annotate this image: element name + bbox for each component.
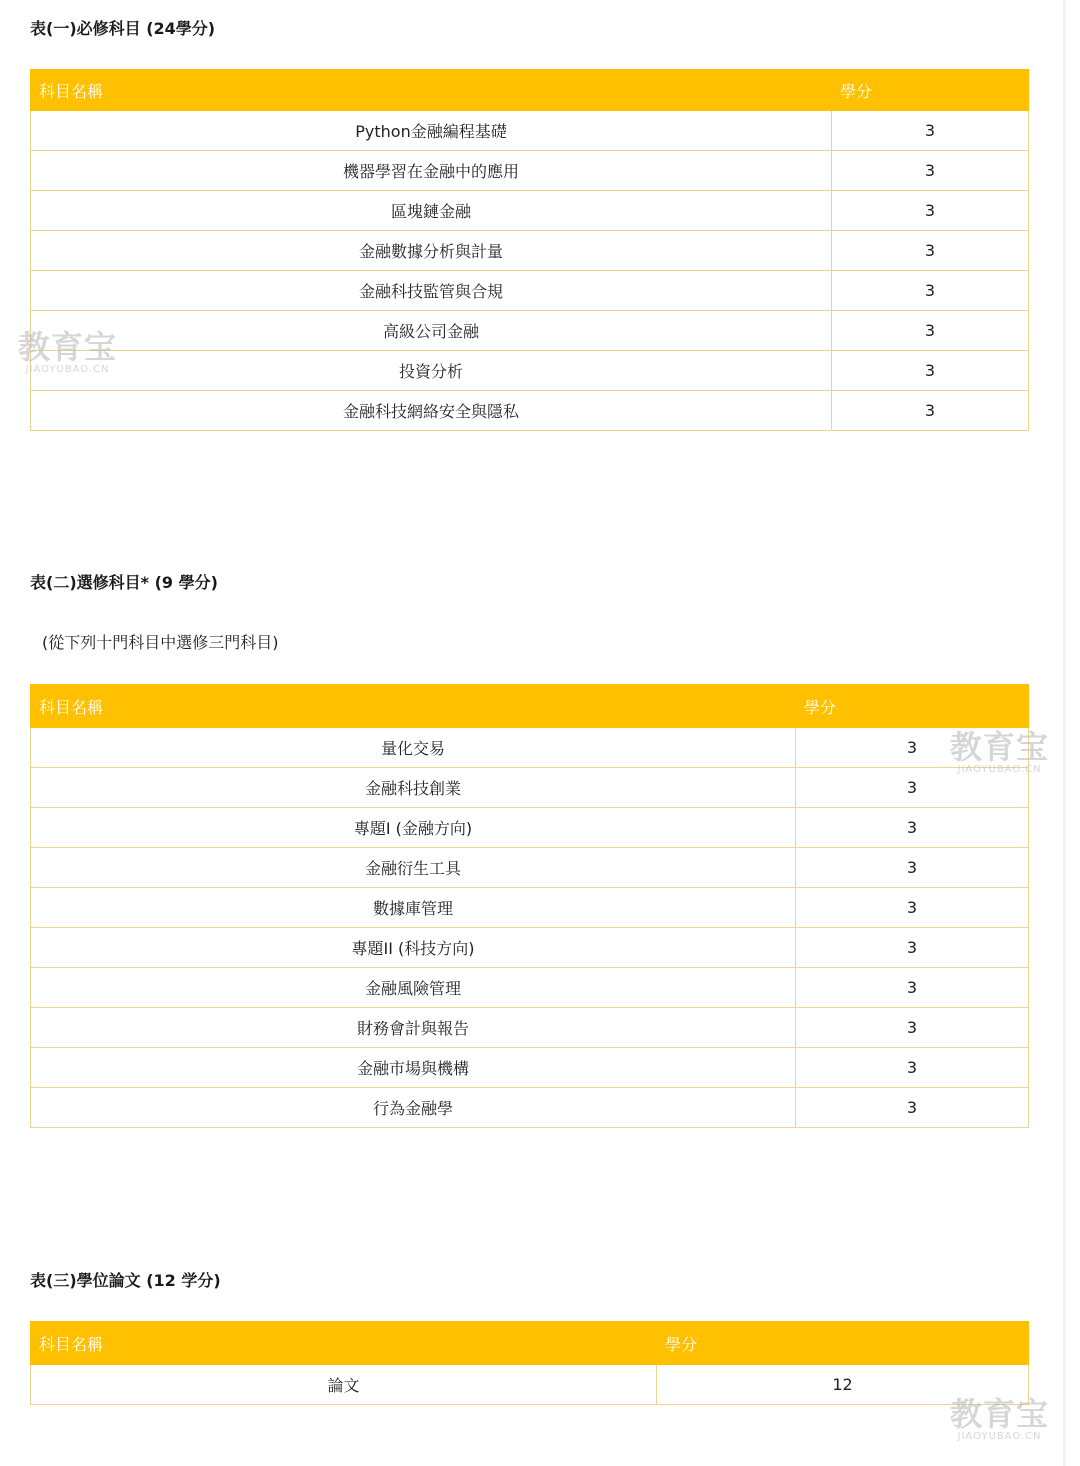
watermark-logo-text: 教育宝: [950, 728, 1050, 766]
table-row: [31, 231, 1029, 271]
credit-cell: 3: [832, 151, 1029, 191]
page-right-edge: [1063, 0, 1066, 1466]
table-row: [31, 271, 1029, 311]
course-name-cell: 投資分析: [31, 351, 832, 391]
course-name-cell: 財務會計與報告: [31, 1008, 796, 1048]
course-name-cell: 金融風險管理: [31, 968, 796, 1008]
table-row: [31, 848, 1029, 888]
credit-cell: 3: [796, 888, 1029, 928]
header-credit: 學分: [832, 70, 1029, 111]
credit-cell: 3: [832, 231, 1029, 271]
table-row: [31, 888, 1029, 928]
credit-cell: 3: [832, 311, 1029, 351]
course-name-cell: 專題II (科技方向): [31, 928, 796, 968]
credit-cell: 3: [796, 808, 1029, 848]
table-row: [31, 728, 1029, 768]
table-row: [31, 191, 1029, 231]
course-name-cell: Python金融編程基礎: [31, 111, 832, 151]
course-name-cell: 金融科技網絡安全與隱私: [31, 391, 832, 431]
elective-courses-table: [30, 684, 1029, 1128]
table-row: [31, 808, 1029, 848]
course-name-cell: 金融數據分析與計量: [31, 231, 832, 271]
header-course-name: 科目名稱: [31, 70, 832, 111]
watermark-logo-text: 教育宝: [18, 328, 118, 366]
header-course-name: 科目名稱: [31, 685, 796, 728]
course-name-cell: 金融科技監管與合規: [31, 271, 832, 311]
course-name-cell: 量化交易: [31, 728, 796, 768]
course-name-cell: 論文: [31, 1365, 657, 1405]
credit-cell: 3: [796, 1048, 1029, 1088]
required-courses-table: [30, 69, 1029, 431]
table-row: [31, 351, 1029, 391]
table-row: [31, 391, 1029, 431]
table-row: [31, 1008, 1029, 1048]
required-section-title: 表(一)必修科目 (24學分): [30, 19, 216, 38]
course-name-cell: 金融市場與機構: [31, 1048, 796, 1088]
watermark-logo-text: 教育宝: [950, 1395, 1050, 1433]
table-row: [31, 768, 1029, 808]
table-row: [31, 1365, 1029, 1405]
table-header-row: [31, 685, 1029, 728]
table-header-row: [31, 70, 1029, 111]
course-name-cell: 專題I (金融方向): [31, 808, 796, 848]
course-name-cell: 機器學習在金融中的應用: [31, 151, 832, 191]
header-course-name: 科目名稱: [31, 1322, 657, 1365]
course-name-cell: 金融科技創業: [31, 768, 796, 808]
table-row: [31, 111, 1029, 151]
watermark-logo-url: JIAOYUBAO.CN: [957, 764, 1042, 775]
table-row: [31, 968, 1029, 1008]
table-row: [31, 151, 1029, 191]
watermark-logo-url: JIAOYUBAO.CN: [25, 364, 110, 375]
credit-cell: 3: [832, 391, 1029, 431]
credit-cell: 12: [657, 1365, 1029, 1405]
credit-cell: 3: [796, 1008, 1029, 1048]
elective-selection-note: (從下列十門科目中選修三門科目): [42, 633, 279, 652]
course-name-cell: 區塊鏈金融: [31, 191, 832, 231]
watermark-logo-url: JIAOYUBAO.CN: [957, 1431, 1042, 1442]
course-name-cell: 數據庫管理: [31, 888, 796, 928]
table-row: [31, 928, 1029, 968]
course-name-cell: 高級公司金融: [31, 311, 832, 351]
table-row: [31, 1088, 1029, 1128]
elective-section-title: 表(二)選修科目* (9 學分): [30, 573, 218, 592]
thesis-table: [30, 1321, 1029, 1405]
credit-cell: 3: [832, 191, 1029, 231]
credit-cell: 3: [796, 928, 1029, 968]
credit-cell: 3: [832, 111, 1029, 151]
course-name-cell: 金融衍生工具: [31, 848, 796, 888]
credit-cell: 3: [796, 768, 1029, 808]
table-header-row: [31, 1322, 1029, 1365]
credit-cell: 3: [796, 728, 1029, 768]
credit-cell: 3: [832, 351, 1029, 391]
thesis-section-title: 表(三)學位論文 (12 学分): [30, 1271, 221, 1290]
table-row: [31, 1048, 1029, 1088]
table-row: [31, 311, 1029, 351]
course-name-cell: 行為金融學: [31, 1088, 796, 1128]
credit-cell: 3: [832, 271, 1029, 311]
header-credit: 學分: [657, 1322, 1029, 1365]
header-credit: 學分: [796, 685, 1029, 728]
credit-cell: 3: [796, 968, 1029, 1008]
credit-cell: 3: [796, 848, 1029, 888]
credit-cell: 3: [796, 1088, 1029, 1128]
